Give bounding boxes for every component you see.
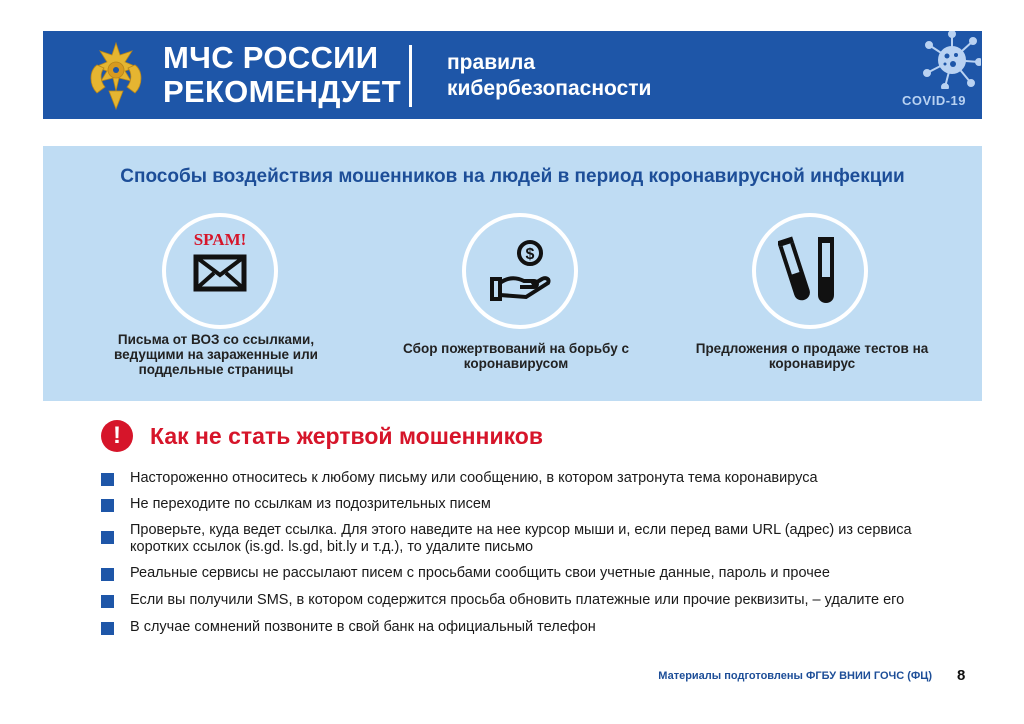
warning-title: Как не стать жертвой мошенников	[150, 423, 543, 449]
tip-text: Если вы получили SMS, в котором содержится просьба обновить платежные или прочие реквизиты, – удалите его	[130, 592, 905, 608]
svg-text:$: $	[525, 246, 535, 263]
spam-envelope-icon	[184, 227, 256, 299]
donation-caption: Сбор пожертвований на борьбу с коронавирусом	[403, 341, 629, 371]
emercom-emblem-icon	[87, 41, 145, 111]
donation-circle	[462, 213, 578, 329]
bullet-square-icon	[101, 473, 114, 486]
fraud-methods-panel	[43, 146, 982, 401]
list-item	[101, 470, 981, 487]
test-tubes-icon	[778, 231, 842, 311]
tip-text: Проверьте, куда ведет ссылка. Для этого наведите на нее курсор мыши и, если перед вами URL (адрес) из сервиса коротких ссылок (is.gd. ls.gd, bit.ly и т.д.), то удалите письмо	[130, 522, 912, 555]
covid-badge: COVID-19	[902, 93, 966, 108]
tip-text: Не переходите по ссылкам из подозрительных писем	[130, 496, 491, 512]
exclamation-icon: !	[101, 420, 133, 452]
list-item	[101, 565, 981, 582]
tests-caption: Предложения о продаже тестов на коронавирус	[695, 341, 929, 371]
bullet-square-icon	[101, 531, 114, 544]
header-subtitle	[447, 50, 651, 102]
list-item	[101, 619, 981, 636]
tip-text: Реальные сервисы не рассылают писем с просьбами сообщить свои учетные данные, пароль и прочее	[130, 565, 830, 581]
header-subtitle-line2: кибербезопасности	[447, 77, 652, 100]
header-banner	[43, 31, 982, 119]
header-title-line1: МЧС РОССИИ	[163, 40, 379, 75]
panel-title: Способы воздействия мошенников на людей в период коронавирусной инфекции	[120, 166, 905, 187]
header-title	[163, 41, 401, 109]
header-title-line2: РЕКОМЕНДУЕТ	[163, 74, 401, 109]
tip-text: В случае сомнений позвоните в свой банк на официальный телефон	[130, 619, 596, 635]
tip-text: Настороженно относитесь к любому письму или сообщению, в котором затронута тема коронавируса	[130, 470, 818, 486]
list-item	[101, 592, 981, 609]
spam-label: SPAM!	[193, 230, 247, 249]
header-subtitle-line1: правила	[447, 51, 536, 74]
tips-list	[101, 470, 981, 636]
list-item	[101, 522, 920, 556]
bullet-square-icon	[101, 568, 114, 581]
header-divider	[409, 45, 412, 107]
donation-hand-icon	[486, 237, 554, 305]
list-item	[101, 496, 981, 513]
bullet-square-icon	[101, 595, 114, 608]
spam-caption: Письма от ВОЗ со ссылками, ведущими на зараженные или поддельные страницы	[114, 332, 318, 377]
spam-circle	[162, 213, 278, 329]
virus-icon	[923, 31, 981, 89]
bullet-square-icon	[101, 622, 114, 635]
bullet-square-icon	[101, 499, 114, 512]
page-number: 8	[957, 667, 966, 684]
footer-note: Материалы подготовлены ФГБУ ВНИИ ГОЧС (ФЦ)	[658, 670, 932, 682]
tests-circle	[752, 213, 868, 329]
